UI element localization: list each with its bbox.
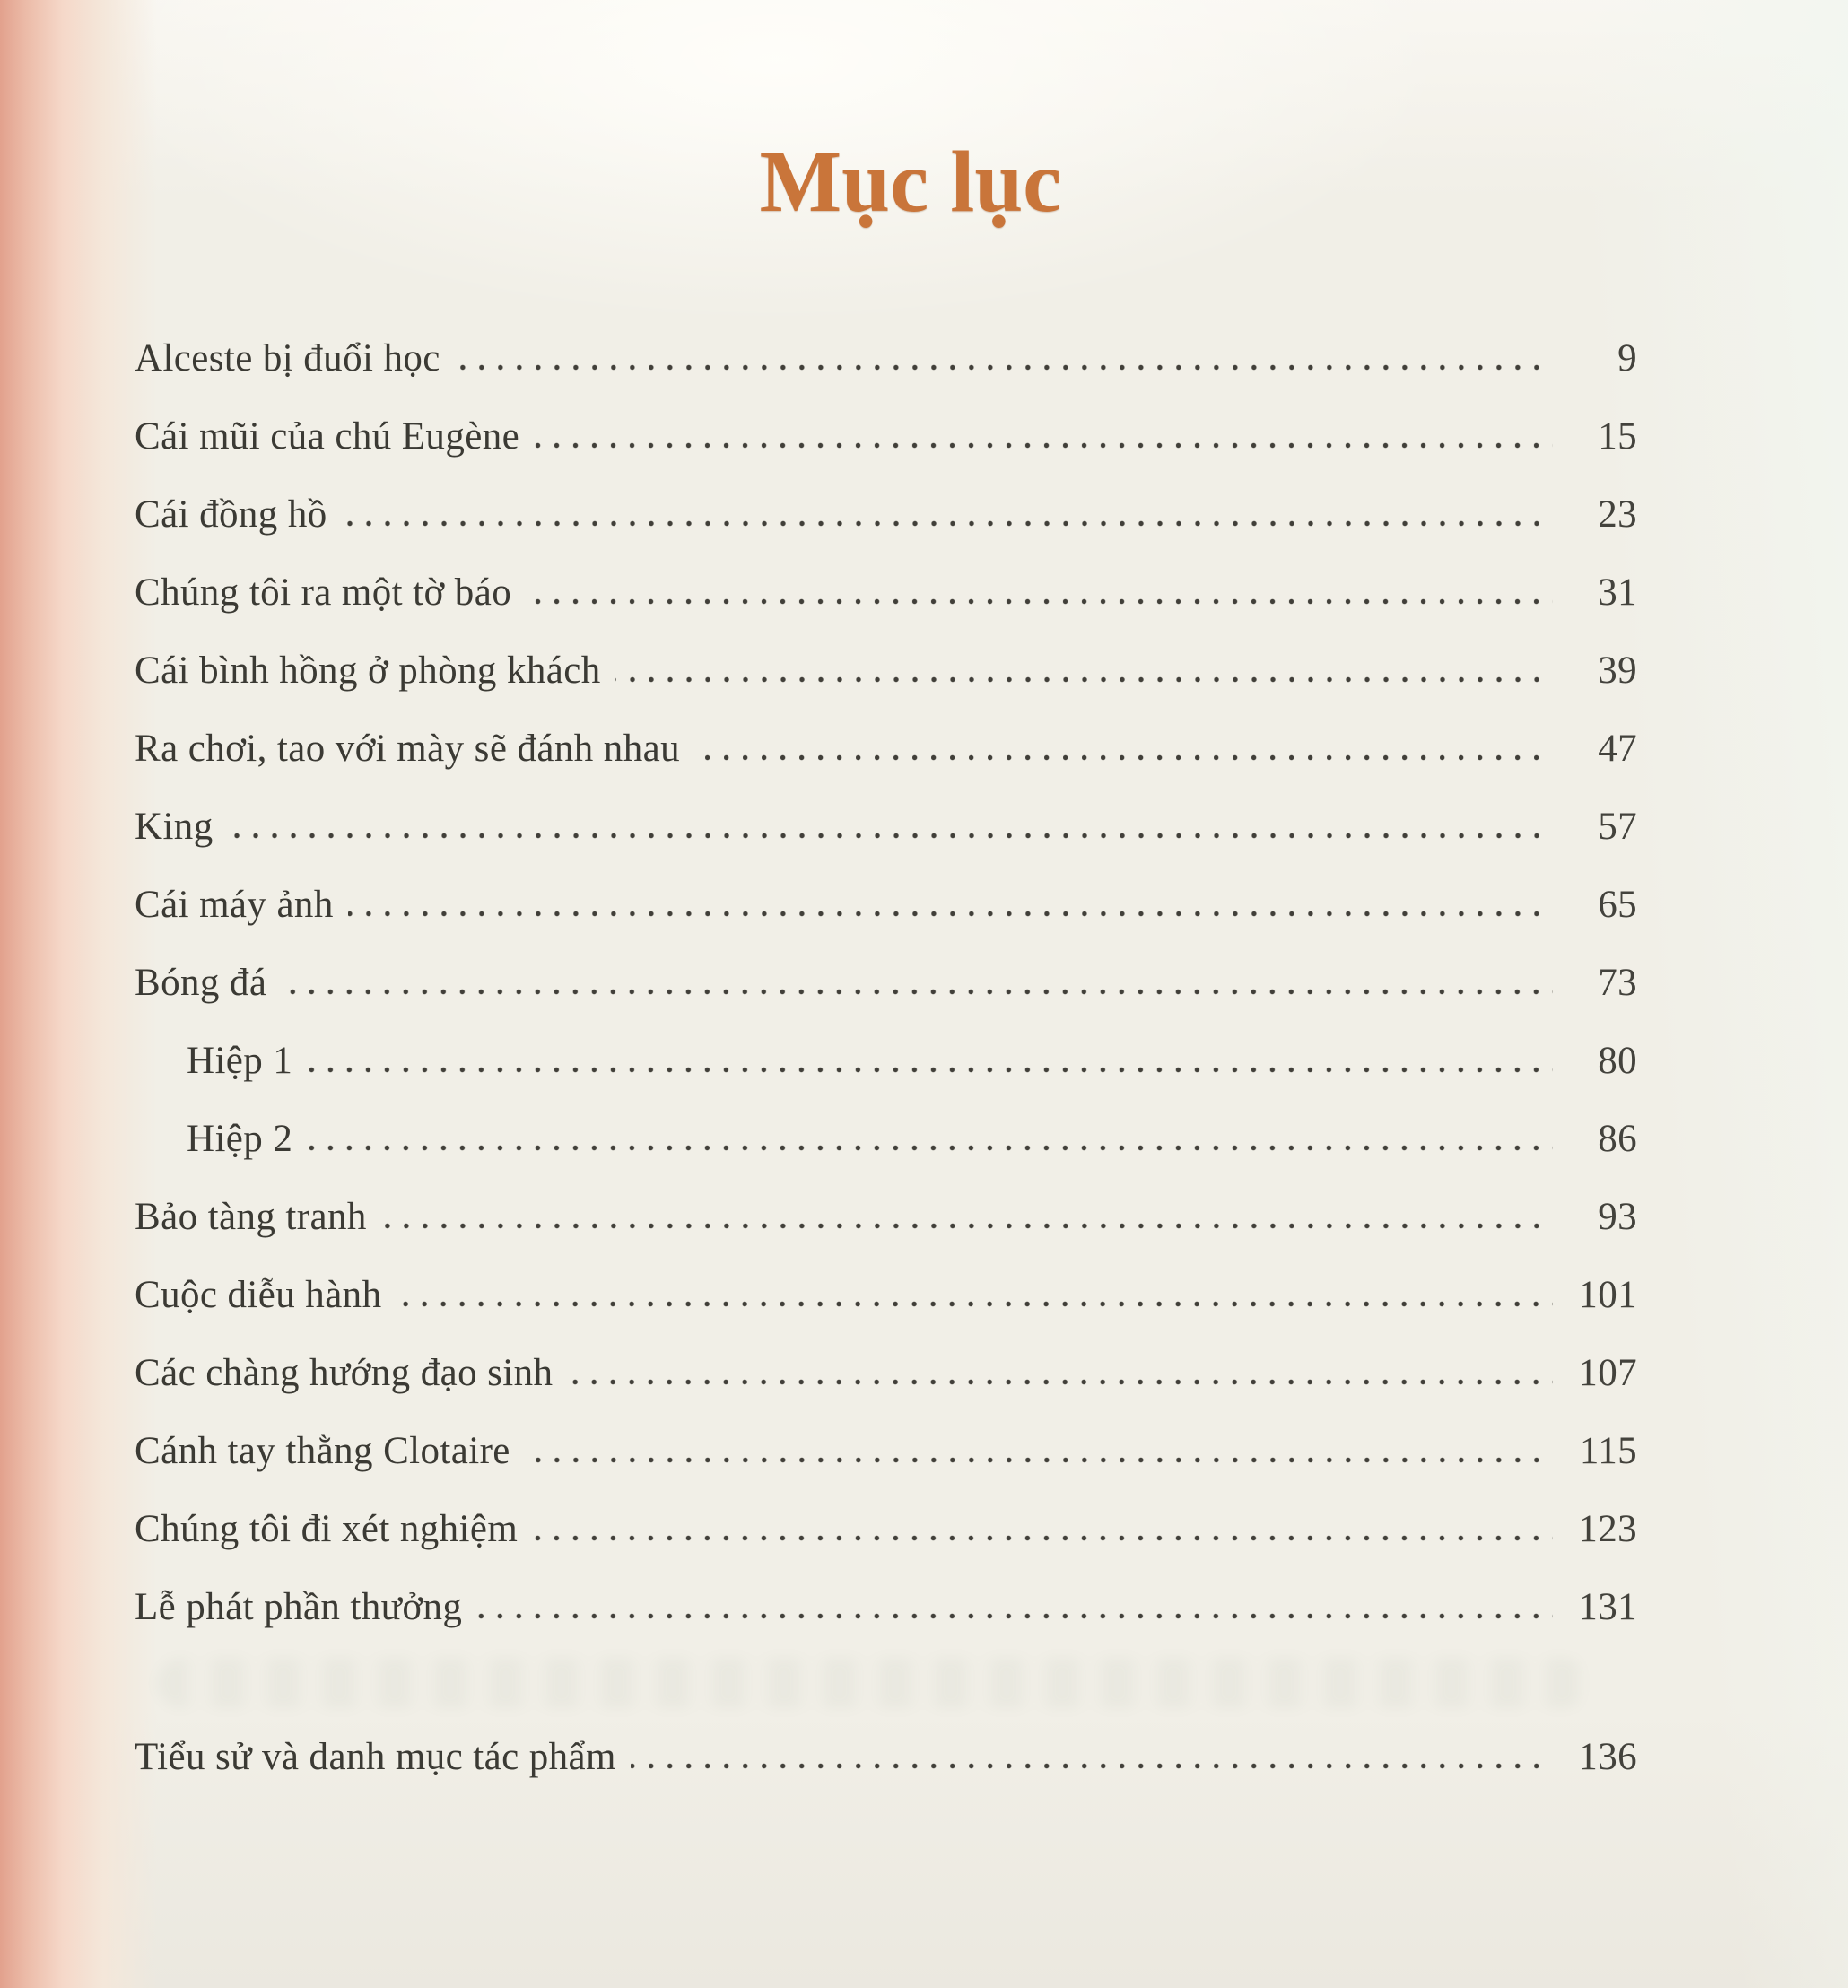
dotted-leader (348, 911, 1553, 917)
toc-entry-page-number: 107 (1578, 1351, 1637, 1394)
dotted-leader (307, 1145, 1553, 1151)
toc-entry-page-number: 80 (1598, 1039, 1637, 1082)
toc-entry-page-number: 39 (1598, 649, 1637, 692)
toc-row (135, 1429, 1637, 1507)
toc-entry-page-number: 65 (1598, 883, 1637, 926)
toc-entry-label: Các chàng hướng đạo sinh (135, 1351, 554, 1394)
dotted-leader (615, 676, 1553, 683)
toc-row (135, 571, 1637, 649)
toc-entry-label: Hiệp 1 (187, 1039, 293, 1082)
toc-entry-page-number: 73 (1598, 961, 1637, 1004)
toc-row (135, 727, 1637, 805)
toc-entry-label: Chúng tôi đi xét nghiệm (135, 1507, 519, 1550)
dotted-leader (455, 364, 1553, 371)
toc-entry-page-number: 123 (1578, 1507, 1637, 1550)
dotted-leader (396, 1301, 1553, 1307)
toc-entry-label: Bảo tàng tranh (135, 1195, 367, 1238)
toc-row (135, 493, 1637, 571)
page-title: Mục lục (759, 134, 1062, 230)
toc-entry-page-number: 86 (1598, 1117, 1637, 1160)
dotted-leader (534, 442, 1553, 449)
toc-list (135, 336, 1637, 1813)
toc-entry-label: Alceste bị đuổi học (135, 336, 440, 379)
dotted-leader (532, 1535, 1553, 1541)
dotted-leader (694, 754, 1553, 761)
toc-entry-label: Lễ phát phần thưởng (135, 1585, 463, 1628)
dotted-leader (381, 1223, 1553, 1229)
toc-row (135, 1195, 1637, 1273)
toc-entry-label: King (135, 805, 214, 848)
toc-entry-page-number: 136 (1578, 1735, 1637, 1778)
dotted-leader (342, 520, 1553, 527)
toc-entry-label: Cái bình hồng ở phòng khách (135, 649, 601, 692)
toc-entry-page-number: 15 (1598, 414, 1637, 458)
toc-entry-label: Cánh tay thằng Clotaire (135, 1429, 510, 1472)
dotted-leader (228, 833, 1553, 839)
toc-entry-label: Chúng tôi ra một tờ báo (135, 571, 512, 614)
dotted-leader (526, 598, 1553, 605)
toc-entry-label: Tiểu sử và danh mục tác phẩm (135, 1735, 616, 1778)
toc-entry-label: Cái mũi của chú Eugène (135, 414, 520, 458)
dotted-leader (307, 1067, 1553, 1073)
toc-entry-page-number: 23 (1598, 493, 1637, 536)
toc-row (135, 1585, 1637, 1663)
toc-row (135, 414, 1637, 493)
dotted-leader (631, 1763, 1553, 1769)
toc-entry-page-number: 93 (1598, 1195, 1637, 1238)
dotted-leader (476, 1613, 1553, 1619)
toc-row (135, 336, 1637, 414)
toc-entry-page-number: 115 (1579, 1429, 1637, 1472)
toc-entry-page-number: 101 (1578, 1273, 1637, 1316)
page-showthrough-smudge (157, 1658, 1588, 1708)
toc-entry-label: Cuộc diễu hành (135, 1273, 382, 1316)
toc-row (135, 649, 1637, 727)
toc-entry-page-number: 31 (1598, 571, 1637, 614)
toc-row (135, 805, 1637, 883)
toc-entry-page-number: 131 (1578, 1585, 1637, 1628)
dotted-leader (281, 989, 1553, 995)
dotted-leader (567, 1379, 1553, 1385)
toc-entry-page-number: 47 (1598, 727, 1637, 770)
toc-entry-page-number: 57 (1598, 805, 1637, 848)
dotted-leader (525, 1457, 1553, 1463)
toc-row (135, 1273, 1637, 1351)
toc-row (135, 961, 1637, 1039)
toc-row (135, 1117, 1637, 1195)
toc-entry-label: Bóng đá (135, 961, 267, 1004)
toc-row (135, 883, 1637, 961)
toc-entry-label: Hiệp 2 (187, 1117, 293, 1160)
toc-row (135, 1039, 1637, 1117)
toc-row (135, 1735, 1637, 1813)
toc-entry-page-number: 9 (1617, 336, 1637, 379)
toc-row (135, 1507, 1637, 1585)
toc-entry-label: Cái máy ảnh (135, 883, 334, 926)
toc-row (135, 1351, 1637, 1429)
toc-entry-label: Cái đồng hồ (135, 493, 327, 536)
toc-entry-label: Ra chơi, tao với mày sẽ đánh nhau (135, 727, 680, 770)
